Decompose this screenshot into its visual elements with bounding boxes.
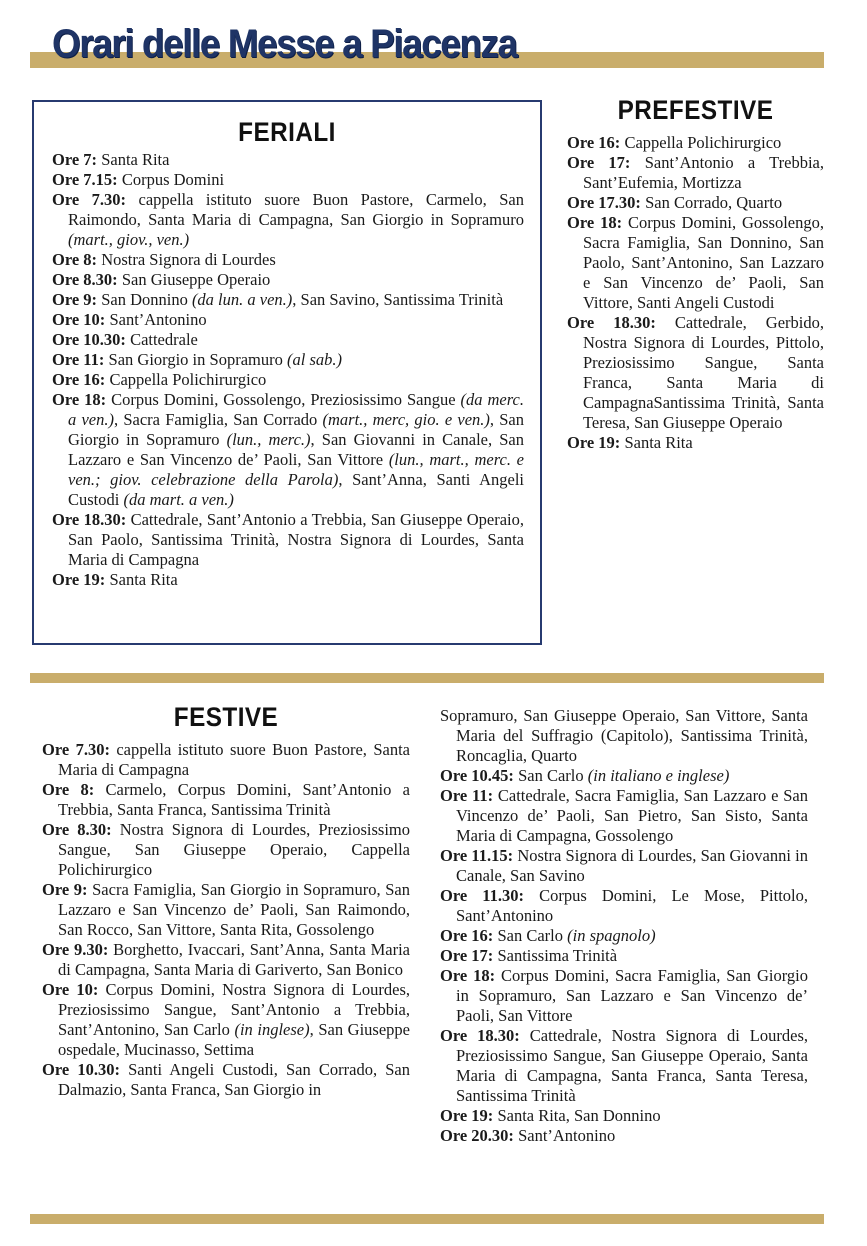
schedule-entry — [440, 846, 808, 886]
prefestive-column — [567, 95, 824, 453]
schedule-entry — [567, 433, 824, 453]
entry-churches: Cattedrale — [125, 330, 198, 349]
entry-time: Ore 9: — [52, 290, 98, 309]
entry-time: Ore 8.30: — [52, 270, 118, 289]
entry-time: Ore 19: — [567, 433, 621, 452]
entry-time: Ore 16: — [440, 926, 494, 945]
entry-note: (da merc. a ven.) — [68, 390, 524, 429]
schedule-entry — [567, 313, 824, 433]
entry-note: (in spagnolo) — [567, 926, 656, 945]
entry-time: Ore 18: — [440, 966, 496, 985]
schedule-entry — [52, 570, 524, 590]
entry-churches: Santa Rita — [97, 150, 170, 169]
entry-churches: Corpus Domini, Nostra Signora di Lourdes, Preziosissimo Sangue, Sant’Antonio a Trebbia, Sant’Antonino, San Carlo — [58, 980, 410, 1039]
entry-churches: cappella istituto suore Buon Pastore, Carmelo, San Raimondo, Santa Maria di Campagna, San Giorgio in Sopramuro — [68, 190, 524, 229]
schedule-entry — [440, 766, 808, 786]
schedule-entry — [440, 1106, 808, 1126]
entry-churches: Sant’Antonio a Trebbia, Sant’Eufemia, Mortizza — [583, 153, 824, 192]
entry-time: Ore 16: — [52, 370, 106, 389]
entry-churches: Cattedrale, Sacra Famiglia, San Lazzaro e San Vincenzo de’ Paoli, San Pietro, San Sisto, Santa Maria di Campagna, Gossolengo — [456, 786, 808, 845]
schedule-entry — [42, 820, 410, 880]
entry-time: Ore 17: — [440, 946, 494, 965]
schedule-entry — [567, 213, 824, 313]
entry-churches: Cattedrale, Sant’Antonio a Trebbia, San Giuseppe Operaio, San Paolo, Santissima Trinità, Nostra Signora di Lourdes, Santa Maria di Campagna — [68, 510, 524, 569]
schedule-entry — [52, 390, 524, 510]
schedule-entry — [52, 510, 524, 570]
prefestive-heading: PREFESTIVE — [617, 95, 774, 125]
entry-time: Ore 8: — [52, 250, 98, 269]
entry-note: (in italiano e inglese) — [587, 766, 730, 785]
feriali-list — [34, 150, 540, 590]
entry-time: Ore 18: — [52, 390, 107, 409]
entry-time: Ore 19: — [52, 570, 106, 589]
schedule-entry — [52, 290, 524, 310]
schedule-entry — [440, 1026, 808, 1106]
entry-note: (mart., giov., ven.) — [68, 230, 190, 249]
entry-time: Ore 7: — [52, 150, 98, 169]
entry-churches: Sacra Famiglia, San Giorgio in Sopramuro, San Lazzaro e San Vincenzo de’ Paoli, San Raimondo, San Rocco, San Vittore, Santa Rita, Gossolengo — [58, 880, 410, 939]
footer-bar — [30, 1214, 824, 1224]
entry-time: Ore 17.30: — [567, 193, 641, 212]
entry-churches: Cattedrale, Gerbido, Nostra Signora di Lourdes, Pittolo, Preziosissimo Sangue, Santa Franca, Santa Maria di CampagnaSantissima Trinità, Santa Teresa, San Giuseppe Operaio — [583, 313, 824, 432]
entry-time: Ore 9: — [42, 880, 88, 899]
entry-churches: Santa Rita — [105, 570, 178, 589]
entry-churches: Nostra Signora di Lourdes — [97, 250, 276, 269]
entry-churches: cappella istituto suore Buon Pastore, Santa Maria di Campagna — [58, 740, 410, 779]
schedule-entry — [567, 153, 824, 193]
prefestive-list — [567, 133, 824, 453]
schedule-entry — [42, 940, 410, 980]
entry-time: Ore 18.30: — [440, 1026, 520, 1045]
schedule-entry — [52, 190, 524, 250]
entry-churches: San Carlo — [513, 766, 588, 785]
entry-time: Ore 17: — [567, 153, 631, 172]
entry-note: (lun., mart., merc. e ven.; giov. celebrazione della Parola) — [68, 450, 524, 489]
entry-time: Ore 10.30: — [52, 330, 126, 349]
entry-churches: Corpus Domini, Le Mose, Pittolo, Sant’Antonino — [456, 886, 808, 925]
entry-note: (da mart. a ven.) — [123, 490, 234, 509]
entry-time: Ore 10.45: — [440, 766, 514, 785]
schedule-entry — [440, 946, 808, 966]
schedule-entry — [52, 270, 524, 290]
entry-time: Ore 11: — [52, 350, 105, 369]
entry-note: (in inglese) — [234, 1020, 310, 1039]
entry-churches: , Sacra Famiglia, San Corrado — [114, 410, 323, 429]
entry-churches: Nostra Signora di Lourdes, San Giovanni in Canale, San Savino — [456, 846, 808, 885]
entry-churches: San Corrado, Quarto — [640, 193, 783, 212]
schedule-entry — [567, 193, 824, 213]
entry-churches: Sant’Antonino — [513, 1126, 616, 1145]
entry-churches: Corpus Domini, Sacra Famiglia, San Giorgio in Sopramuro, San Lazzaro e San Vincenzo de’ Paoli, San Vittore — [456, 966, 808, 1025]
schedule-entry — [42, 1060, 410, 1100]
entry-time: Ore 7.15: — [52, 170, 118, 189]
entry-churches: San Donnino — [97, 290, 192, 309]
entry-note: (lun., merc.) — [226, 430, 311, 449]
entry-churches: , San Giovanni in Canale, San Lazzaro e San Vincenzo de’ Paoli, San Vittore — [68, 430, 524, 469]
entry-churches: , Sant’Anna, Santi Angeli Custodi — [68, 470, 525, 509]
entry-churches: Corpus Domini, Gossolengo, Preziosissimo Sangue — [106, 390, 461, 409]
festive-continuation-text: Sopramuro, San Giuseppe Operaio, San Vittore, Santa Maria del Suffragio (Capitolo), Santissima Trinità, Roncaglia, Quarto — [440, 706, 808, 765]
entry-churches: Cappella Polichirurgico — [620, 133, 782, 152]
entry-churches: Santa Rita — [620, 433, 693, 452]
entry-churches: San Carlo — [493, 926, 568, 945]
entry-time: Ore 8.30: — [42, 820, 112, 839]
feriali-box — [32, 100, 542, 645]
schedule-entry — [440, 926, 808, 946]
entry-note: (al sab.) — [286, 350, 342, 369]
entry-churches: Corpus Domini — [117, 170, 225, 189]
schedule-entry — [52, 250, 524, 270]
feriali-heading: FERIALI — [238, 117, 336, 147]
schedule-entry — [440, 886, 808, 926]
entry-time: Ore 8: — [42, 780, 95, 799]
entry-churches: Borghetto, Ivaccari, Sant’Anna, Santa Maria di Campagna, Santa Maria di Gariverto, San Bonico — [58, 940, 410, 979]
entry-time: Ore 9.30: — [42, 940, 109, 959]
entry-churches: , San Giuseppe ospedale, Mucinasso, Settima — [58, 1020, 410, 1059]
festive-left-column — [42, 702, 410, 1100]
entry-churches: Carmelo, Corpus Domini, Sant’Antonio a Trebbia, Santa Franca, Santissima Trinità — [58, 780, 410, 819]
entry-churches: Cappella Polichirurgico — [105, 370, 267, 389]
schedule-entry — [52, 370, 524, 390]
entry-churches: San Giorgio in Sopramuro — [104, 350, 287, 369]
schedule-entry — [567, 133, 824, 153]
schedule-entry — [42, 740, 410, 780]
entry-time: Ore 10: — [52, 310, 106, 329]
entry-churches: Santa Rita, San Donnino — [493, 1106, 661, 1125]
entry-note: (mart., merc, gio. e ven.) — [322, 410, 490, 429]
entry-churches: Cattedrale, Nostra Signora di Lourdes, Preziosissimo Sangue, San Giuseppe Operaio, Santa Maria di Campagna, Santa Franca, Santa Teresa, Santissima Trinità — [456, 1026, 808, 1105]
schedule-entry — [52, 150, 524, 170]
schedule-entry — [42, 880, 410, 940]
schedule-entry — [440, 786, 808, 846]
festive-list-left — [42, 740, 410, 1100]
entry-time: Ore 11.30: — [440, 886, 524, 905]
entry-time: Ore 19: — [440, 1106, 494, 1125]
entry-time: Ore 10.30: — [42, 1060, 120, 1079]
entry-time: Ore 18.30: — [567, 313, 656, 332]
schedule-entry — [52, 310, 524, 330]
entry-note: (da lun. a ven.) — [191, 290, 293, 309]
entry-time: Ore 16: — [567, 133, 621, 152]
entry-churches: San Giuseppe Operaio — [117, 270, 271, 289]
entry-churches: , San Savino, Santissima Trinità — [292, 290, 504, 309]
entry-time: Ore 11: — [440, 786, 494, 805]
section-divider-bar — [30, 673, 824, 683]
entry-time: Ore 11.15: — [440, 846, 514, 865]
entry-churches: Nostra Signora di Lourdes, Preziosissimo Sangue, San Giuseppe Operaio, Cappella Polichirurgico — [58, 820, 410, 879]
schedule-entry — [440, 966, 808, 1026]
entry-churches: Santissima Trinità — [493, 946, 618, 965]
festive-right-column — [440, 706, 808, 1146]
schedule-entry — [42, 780, 410, 820]
entry-time: Ore 7.30: — [42, 740, 110, 759]
schedule-entry — [52, 350, 524, 370]
entry-time: Ore 10: — [42, 980, 99, 999]
schedule-entry — [42, 980, 410, 1060]
schedule-entry — [52, 330, 524, 350]
schedule-entry — [440, 1126, 808, 1146]
entry-time: Ore 18.30: — [52, 510, 127, 529]
entry-churches: Santi Angeli Custodi, San Corrado, San Dalmazio, Santa Franca, San Giorgio in — [58, 1060, 410, 1099]
entry-time: Ore 18: — [567, 213, 623, 232]
entry-churches: , San Giorgio in Sopramuro — [68, 410, 524, 449]
entry-churches: Sant’Antonino — [105, 310, 207, 329]
festive-list-right — [440, 766, 808, 1146]
entry-churches: Corpus Domini, Gossolengo, Sacra Famiglia, San Donnino, San Paolo, Sant’Antonino, San Lazzaro e San Vincenzo de’ Paoli, San Vittore, Santi Angeli Custodi — [583, 213, 824, 312]
festive-heading: FESTIVE — [173, 702, 279, 732]
entry-time: Ore 20.30: — [440, 1126, 514, 1145]
entry-time: Ore 7.30: — [52, 190, 127, 209]
page-title: Orari delle Messe a Piacenza — [52, 22, 517, 66]
schedule-entry — [52, 170, 524, 190]
